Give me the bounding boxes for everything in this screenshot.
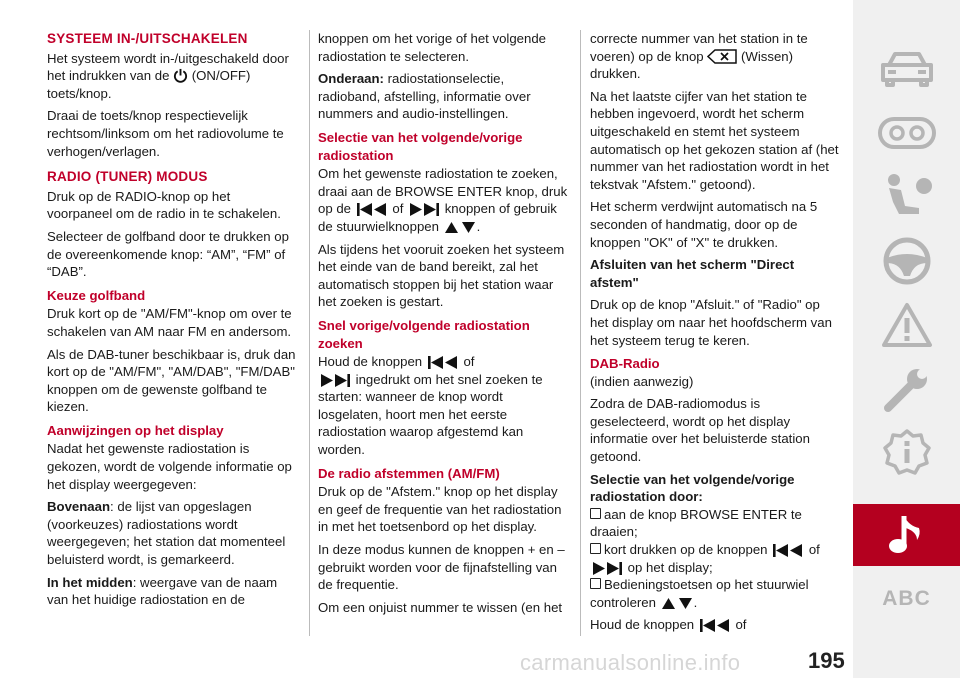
warning-icon[interactable]: [853, 294, 960, 356]
column-1: [47, 30, 299, 614]
para-radio-1: Druk op de RADIO-knop op het voorpaneel om de radio in te schakelen.: [47, 188, 281, 222]
para-delete: correcte nummer van het station in te voeren) op de knop (Wissen) drukken.: [590, 31, 808, 82]
wrench-icon[interactable]: [853, 358, 960, 420]
heading-display: Aanwijzingen op het display: [47, 422, 224, 438]
para-close: Druk op de knop "Afsluit." of "Radio" op het display om naar het hoofdscherm van het systeem terug te keren.: [590, 297, 832, 348]
para-tune-3: Om een onjuist nummer te wissen (en het: [318, 599, 563, 615]
heading-radio-mode: RADIO (TUNER) MODUS: [47, 169, 208, 185]
heading-fast-seek: Snel vorige/volgende radiostation zoeken: [318, 317, 530, 351]
sidebar-item-multimedia[interactable]: [853, 504, 960, 566]
music-note-icon: [887, 512, 927, 558]
list-item: kort drukken op de knoppen of op het display;: [590, 541, 840, 576]
para-volume: Draai de toets/knop respectievelijk rechtsom/linksom om het radiovolume te verhogen/verlagen.: [47, 108, 284, 159]
seek-back-icon: [426, 356, 460, 369]
bullet-icon: [590, 508, 601, 519]
para-band-2: Als de DAB-tuner beschikbaar is, druk dan kort op de "AM/FM", "AM/DAB", "FM/DAB" knoppen om de gewenste golfband te kiezen.: [47, 346, 296, 415]
car-icon[interactable]: [853, 38, 960, 100]
list-item: aan de knop BROWSE ENTER te draaien;: [590, 506, 802, 540]
para-prev-next: Om het gewenste radiostation te zoeken, draai aan de BROWSE ENTER knop, druk op de of knoppen of gebruik de stuurwielknoppen .: [318, 166, 568, 234]
column-divider: [580, 30, 581, 636]
para-tune-2: In deze modus kunnen de knoppen + en – gebruikt worden voor de fijnafstelling van de frequentie.: [318, 542, 565, 593]
airbag-icon[interactable]: [853, 166, 960, 228]
seek-back-icon: [698, 619, 732, 632]
heading-band: Keuze golfband: [47, 287, 146, 303]
para-auto-off: Het scherm verdwijnt automatisch na 5 seconden of handmatig, door op de knoppen "OK" of "X" te drukken.: [590, 199, 818, 250]
info-icon[interactable]: [853, 422, 960, 484]
backspace-icon: [707, 49, 737, 64]
arrow-up-down-icon: [660, 597, 694, 610]
para-radio-2: Selecteer de golfband door te drukken op de overeenkomende knop: “AM”, “FM” of “DAB”.: [47, 228, 289, 280]
power-icon: [173, 68, 188, 83]
list-item: Bedieningstoetsen op het stuurwiel controleren .: [590, 577, 809, 610]
heading-tune: De radio afstemmen (AM/FM): [318, 465, 500, 481]
para-band-1: Druk kort op de "AM/FM"-knop om over te schakelen van AM naar FM en andersom.: [47, 306, 292, 339]
heading-prev-next: Selectie van het volgende/vorige radiostation: [318, 129, 523, 163]
column-divider: [309, 30, 310, 636]
para-middle: In het midden: weergave van de naam van het huidige radiostation en de: [47, 574, 278, 608]
seek-forward-icon: [318, 374, 352, 387]
heading-selection: Selectie van het volgende/vorige radiostation door:: [590, 471, 795, 505]
page-number: 195: [808, 648, 845, 673]
chapter-sidebar: [853, 0, 960, 678]
para-display: Nadat het gewenste radiostation is gekozen, wordt de volgende informatie op het display weergegeven:: [47, 441, 292, 492]
para-bottom: Onderaan: radiostationselectie, radioband, afstelling, informatie over nummers and audio-instellingen.: [318, 71, 531, 122]
heading-dab: DAB-Radio: [590, 356, 660, 372]
para-tune-1: Druk op de "Afstem." knop op het display en geef de frequentie van het radiostation in met het toetsenbord op het display.: [318, 484, 562, 535]
steering-wheel-icon[interactable]: [853, 230, 960, 292]
heading-power: SYSTEEM IN-/UITSCHAKELEN: [47, 31, 248, 46]
watermark: carmanualsonline.info: [520, 650, 741, 675]
para-top: Bovenaan: de lijst van opgeslagen (voorkeuzes) radiostations wordt weergegeven; het station dat momenteel beluisterd wordt, is gemarkeerd.: [47, 499, 286, 568]
dashboard-icon[interactable]: [853, 102, 960, 164]
seek-forward-icon: [407, 203, 441, 216]
bullet-icon: [590, 578, 601, 589]
bullet-icon: [590, 543, 601, 554]
para-dab: Zodra de DAB-radiomodus is geselecteerd, wordt op het display informatie over het beluisterde station getoond.: [590, 396, 810, 465]
seek-forward-icon: [590, 562, 624, 575]
sidebar-item-index[interactable]: [853, 568, 960, 630]
para-continued: knoppen om het vorige of het volgende radiostation te selecteren.: [318, 31, 547, 64]
index-label: ABC: [882, 587, 931, 610]
para-last-digit: Na het laatste cijfer van het station te hebben ingevoerd, wordt het scherm uitgeschakeld en stemt het systeem automatisch op het gekozen station af (het nummer van het radiostation wordt in het tekstvak "Afstem." getoond).: [590, 88, 839, 192]
column-2: [318, 30, 568, 621]
heading-close-direct: Afsluiten van het scherm "Direct afstem": [590, 257, 795, 290]
para-band-end: Als tijdens het vooruit zoeken het systeem het einde van de band bereikt, zal het automatisch stoppen bij het station waar het zoeken is gestart.: [318, 241, 565, 310]
seek-back-icon: [355, 203, 389, 216]
column-3: [590, 30, 840, 639]
para-hold: Houd de knoppen of: [590, 617, 747, 633]
arrow-up-down-icon: [443, 221, 477, 234]
para-power: Het systeem wordt in-/uitgeschakeld door het indrukken van de (ON/OFF) toets/knop.: [47, 50, 289, 101]
para-fast-seek: Houd de knoppen of ingedrukt om het snel zoeken te starten: wanneer de knop wordt losgelaten, hoort men het eerste radiostation waarop afgestemd kan worden.: [318, 354, 543, 458]
seek-back-icon: [771, 544, 805, 557]
para-dab-optional: (indien aanwezig): [590, 373, 694, 389]
